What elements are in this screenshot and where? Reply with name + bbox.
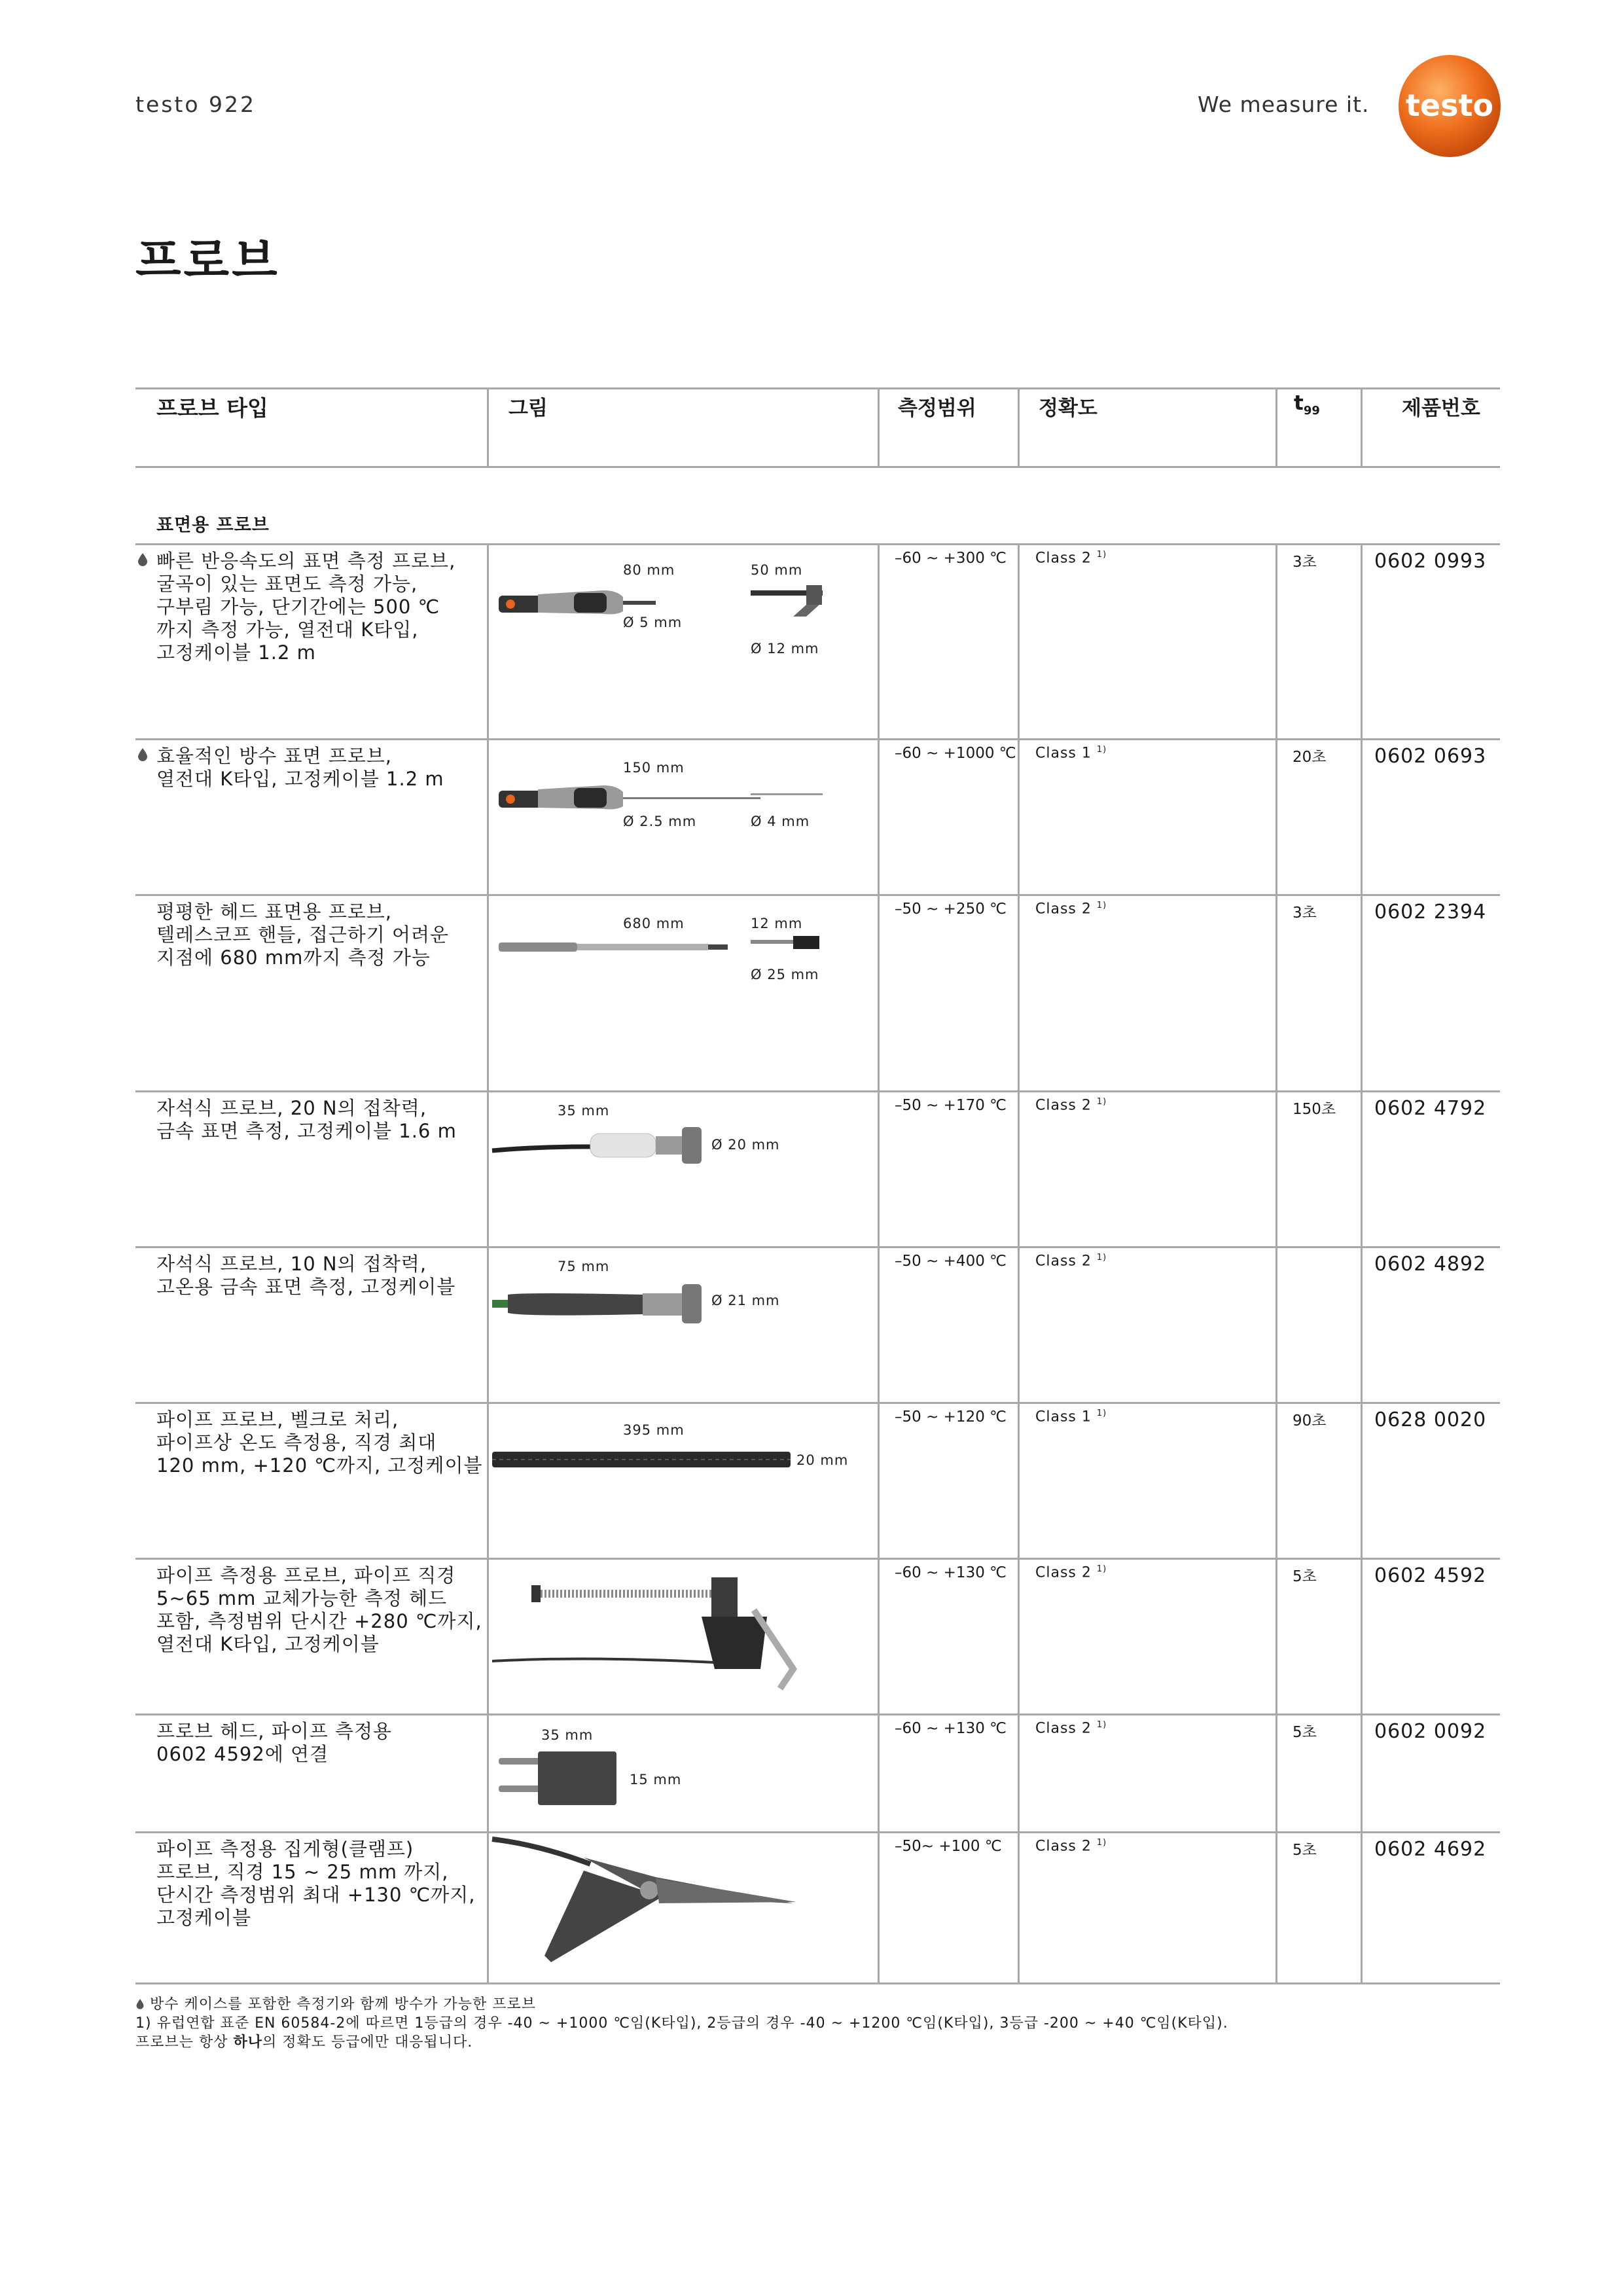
header-part-number: 제품번호 bbox=[1402, 397, 1480, 420]
probe-image bbox=[486, 1090, 872, 1246]
table-row bbox=[135, 1713, 1500, 1831]
footnote-waterproof: 방수 케이스를 포함한 측정기와 함께 방수가 가능한 프로브 bbox=[135, 1995, 1228, 2014]
probe-image bbox=[486, 1246, 872, 1402]
header-probe-type: 프로브 타입 bbox=[156, 395, 268, 421]
probe-image bbox=[486, 894, 872, 1090]
part-number: 0602 0092 bbox=[1374, 1720, 1487, 1743]
accuracy-class: Class 2 $^{1)}$ bbox=[1035, 1838, 1107, 1855]
svg-text:Ø 20 mm: Ø 20 mm bbox=[711, 1137, 780, 1153]
measuring-range: –50 ~ +120 ℃ bbox=[895, 1408, 1007, 1426]
svg-text:Ø 21 mm: Ø 21 mm bbox=[711, 1293, 780, 1308]
part-number: 0602 2394 bbox=[1374, 901, 1487, 924]
accuracy-class: Class 1 $^{1)}$ bbox=[1035, 1408, 1107, 1426]
response-time: 3초 bbox=[1293, 554, 1317, 571]
model-name: testo 922 bbox=[135, 92, 257, 117]
probe-description: 파이프 프로브, 벨크로 처리, 파이프상 온도 측정용, 직경 최대 120 mm, +120 ℃까지, 고정케이블 bbox=[156, 1408, 483, 1477]
header-t99: $t_{99}$ bbox=[1294, 391, 1320, 418]
table-row bbox=[135, 1402, 1500, 1558]
header-range: 측정범위 bbox=[898, 397, 976, 420]
measuring-range: –50 ~ +170 ℃ bbox=[895, 1097, 1007, 1114]
accuracy-class: Class 2 $^{1)}$ bbox=[1035, 1564, 1107, 1581]
part-number: 0602 4692 bbox=[1374, 1838, 1487, 1861]
page-title: 프로브 bbox=[135, 233, 280, 288]
svg-text:50 mm: 50 mm bbox=[751, 562, 803, 578]
measuring-range: –50 ~ +400 ℃ bbox=[895, 1253, 1007, 1270]
header-picture: 그림 bbox=[508, 397, 548, 420]
probe-description: 파이프 측정용 집게형(클램프) 프로브, 직경 15 ~ 25 mm 까지, 단시간 측정범위 최대 +130 ℃까지, 고정케이블 bbox=[156, 1838, 476, 1929]
footnote-1: 1) 유럽연합 표준 EN 60584-2에 따르면 1등급의 경우 -40 ~ +1000 ℃임(K타입), 2등급의 경우 -40 ~ +1200 ℃임(K타입), 3등급 -200 ~ +40 ℃임(K타입). bbox=[135, 2015, 1228, 2032]
svg-text:15 mm: 15 mm bbox=[630, 1772, 682, 1787]
svg-text:Ø 12 mm: Ø 12 mm bbox=[751, 641, 819, 656]
measuring-range: –60 ~ +130 ℃ bbox=[895, 1564, 1007, 1581]
table-row bbox=[135, 1558, 1500, 1713]
response-time: 5초 bbox=[1293, 1842, 1317, 1859]
section-title: 표면용 프로브 bbox=[156, 515, 270, 535]
svg-text:Ø 2.5 mm: Ø 2.5 mm bbox=[623, 814, 697, 829]
svg-text:680 mm: 680 mm bbox=[623, 916, 685, 931]
measuring-range: –60 ~ +1000 ℃ bbox=[895, 745, 1016, 762]
tagline: We measure it. bbox=[1198, 92, 1370, 117]
measuring-range: –60 ~ +130 ℃ bbox=[895, 1720, 1007, 1737]
svg-text:Ø 4 mm: Ø 4 mm bbox=[751, 814, 810, 829]
svg-text:Ø 25 mm: Ø 25 mm bbox=[751, 967, 819, 982]
svg-text:Ø 5 mm: Ø 5 mm bbox=[623, 615, 683, 630]
svg-text:80 mm: 80 mm bbox=[623, 562, 675, 578]
table-row bbox=[135, 1246, 1500, 1402]
part-number: 0602 4592 bbox=[1374, 1564, 1487, 1587]
footnote-2: 프로브는 항상 하나의 정확도 등급에만 대응됩니다. bbox=[135, 2034, 473, 2051]
logo-text: testo bbox=[1405, 88, 1494, 123]
accuracy-class: Class 2 $^{1)}$ bbox=[1035, 1720, 1107, 1737]
accuracy-class: Class 2 $^{1)}$ bbox=[1035, 901, 1107, 918]
footnotes bbox=[135, 1995, 1228, 2052]
probe-description: 빠른 반응속도의 표면 측정 프로브, 굴곡이 있는 표면도 측정 가능, 구부림 가능, 단기간에는 500 ℃ 까지 측정 가능, 열전대 K타입, 고정케이블 1.2 m bbox=[156, 550, 456, 664]
probe-description: 평평한 헤드 표면용 프로브, 텔레스코프 핸들, 접근하기 어려운 지점에 680 mm까지 측정 가능 bbox=[156, 901, 450, 969]
measuring-range: –60 ~ +300 ℃ bbox=[895, 550, 1007, 567]
svg-text:35 mm: 35 mm bbox=[558, 1103, 610, 1119]
response-time: 20초 bbox=[1293, 749, 1327, 766]
svg-text:20 mm: 20 mm bbox=[796, 1452, 849, 1468]
waterproof-drop-icon bbox=[137, 747, 149, 762]
svg-text:150 mm: 150 mm bbox=[623, 760, 685, 776]
accuracy-class: Class 1 $^{1)}$ bbox=[1035, 745, 1107, 762]
probe-description: 효율적인 방수 표면 프로브, 열전대 K타입, 고정케이블 1.2 m bbox=[156, 745, 444, 790]
probe-image bbox=[486, 1831, 872, 1982]
probe-image bbox=[486, 1558, 872, 1713]
probe-image bbox=[486, 1713, 872, 1831]
part-number: 0602 4792 bbox=[1374, 1097, 1487, 1120]
part-number: 0628 0020 bbox=[1374, 1408, 1487, 1431]
probe-image bbox=[486, 543, 872, 738]
probe-image bbox=[486, 1402, 872, 1558]
part-number: 0602 4892 bbox=[1374, 1253, 1487, 1276]
header-accuracy: 정확도 bbox=[1039, 397, 1097, 420]
response-time: 150초 bbox=[1293, 1101, 1336, 1118]
svg-text:12 mm: 12 mm bbox=[751, 916, 803, 931]
probe-table bbox=[135, 387, 1500, 1984]
probe-description: 파이프 측정용 프로브, 파이프 직경 5~65 mm 교체가능한 측정 헤드 포함, 측정범위 단시간 +280 ℃까지, 열전대 K타입, 고정케이블 bbox=[156, 1564, 482, 1655]
accuracy-class: Class 2 $^{1)}$ bbox=[1035, 1097, 1107, 1114]
measuring-range: –50 ~ +250 ℃ bbox=[895, 901, 1007, 918]
svg-text:395 mm: 395 mm bbox=[623, 1422, 685, 1438]
part-number: 0602 0693 bbox=[1374, 745, 1487, 768]
part-number: 0602 0993 bbox=[1374, 550, 1487, 573]
table-row bbox=[135, 894, 1500, 1090]
table-row bbox=[135, 1831, 1500, 1982]
response-time: 5초 bbox=[1293, 1724, 1317, 1741]
table-row bbox=[135, 1090, 1500, 1246]
probe-image bbox=[486, 738, 872, 894]
accuracy-class: Class 2 $^{1)}$ bbox=[1035, 1253, 1107, 1270]
accuracy-class: Class 2 $^{1)}$ bbox=[1035, 550, 1107, 567]
response-time: 5초 bbox=[1293, 1568, 1317, 1585]
table-row bbox=[135, 738, 1500, 894]
probe-description: 자석식 프로브, 20 N의 접착력, 금속 표면 측정, 고정케이블 1.6 m bbox=[156, 1097, 457, 1142]
svg-text:35 mm: 35 mm bbox=[541, 1727, 594, 1743]
testo-logo bbox=[1397, 54, 1502, 158]
svg-text:75 mm: 75 mm bbox=[558, 1259, 610, 1274]
measuring-range: –50~ +100 ℃ bbox=[895, 1838, 1002, 1855]
probe-description: 자석식 프로브, 10 N의 접착력, 고온용 금속 표면 측정, 고정케이블 bbox=[156, 1253, 456, 1298]
table-row bbox=[135, 543, 1500, 738]
response-time: 90초 bbox=[1293, 1412, 1327, 1429]
waterproof-drop-icon bbox=[137, 552, 149, 567]
probe-description: 프로브 헤드, 파이프 측정용 0602 4592에 연결 bbox=[156, 1720, 393, 1765]
waterproof-drop-icon bbox=[135, 1998, 145, 2010]
response-time: 3초 bbox=[1293, 905, 1317, 922]
